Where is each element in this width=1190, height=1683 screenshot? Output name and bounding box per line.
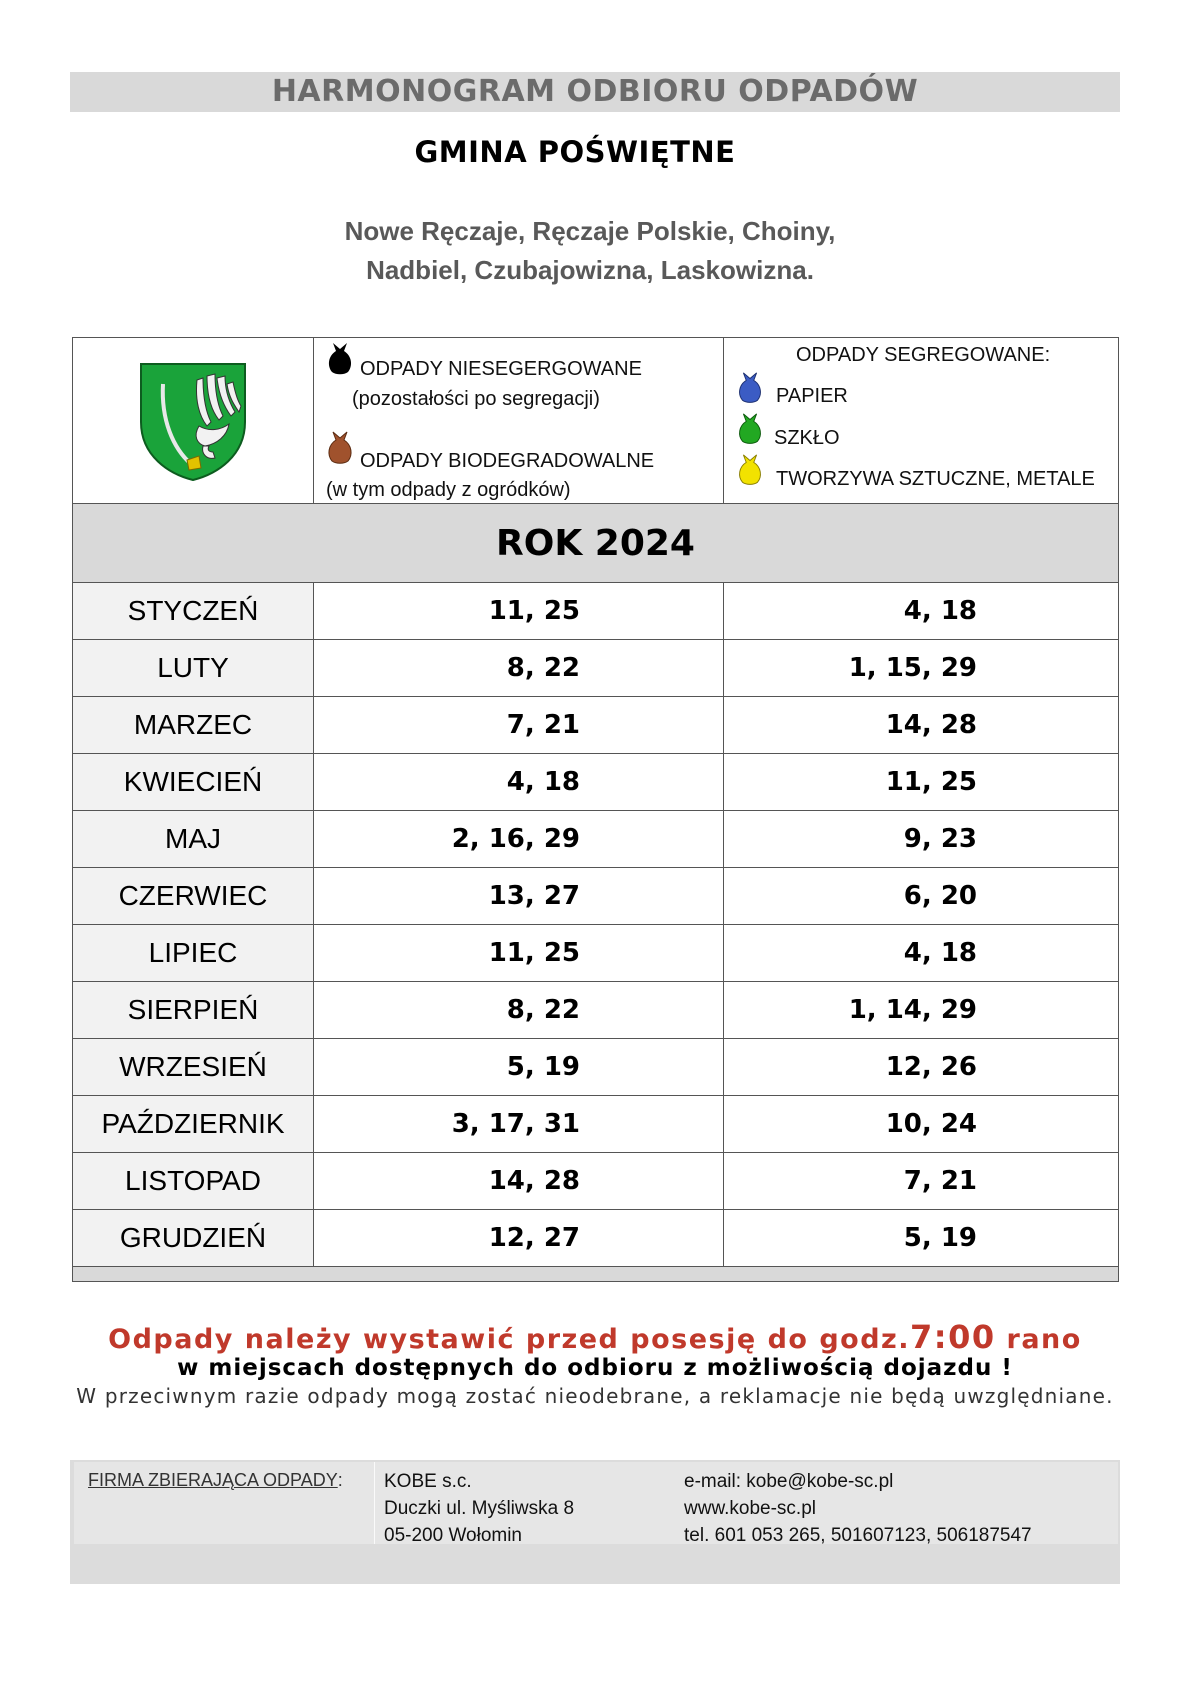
- mixed-bio-dates: 8, 22: [314, 640, 724, 697]
- table-row: [73, 1210, 1119, 1267]
- notice-text-a: Odpady należy wystawić przed posesję do godz.: [108, 1324, 911, 1355]
- segregated-dates: 14, 28: [724, 697, 1119, 754]
- table-row: [73, 697, 1119, 754]
- company-name: KOBE s.c.: [384, 1471, 472, 1492]
- month-name: LUTY: [73, 640, 314, 697]
- mixed-bio-dates: 11, 25: [314, 925, 724, 982]
- month-name: KWIECIEŃ: [73, 754, 314, 811]
- segregated-dates: 10, 24: [724, 1096, 1119, 1153]
- yellow-bag-icon: [736, 452, 764, 486]
- company-contact: [684, 1468, 1032, 1549]
- table-footer-row: [73, 1267, 1119, 1282]
- table-row: [73, 640, 1119, 697]
- months-body: [73, 583, 1119, 1267]
- table-row: [73, 811, 1119, 868]
- places-list: [0, 212, 1180, 290]
- table-row: [73, 868, 1119, 925]
- segregated-dates: 7, 21: [724, 1153, 1119, 1210]
- month-name: LIPIEC: [73, 925, 314, 982]
- gmina-heading: GMINA POŚWIĘTNE: [414, 135, 736, 169]
- legend-mixed-bio: [314, 338, 724, 504]
- mixed-bio-dates: 13, 27: [314, 868, 724, 925]
- table-row: [73, 1096, 1119, 1153]
- year-cell: [73, 504, 1119, 583]
- month-name: MARZEC: [73, 697, 314, 754]
- places-line-2: Nadbiel, Czubajowizna, Laskowizna.: [366, 255, 814, 285]
- notice-time: 7:00: [910, 1318, 996, 1356]
- table-row: [73, 754, 1119, 811]
- notice-text-b: rano: [995, 1324, 1082, 1355]
- company-website[interactable]: www.kobe-sc.pl: [684, 1498, 816, 1519]
- segregated-dates: 6, 20: [724, 868, 1119, 925]
- month-name: LISTOPAD: [73, 1153, 314, 1210]
- legend-row: [73, 338, 1119, 504]
- table-row: [73, 982, 1119, 1039]
- month-name: GRUDZIEŃ: [73, 1210, 314, 1267]
- plastic-metal-label: TWORZYWA SZTUCZNE, METALE: [776, 468, 1095, 490]
- paper-label: PAPIER: [776, 385, 848, 407]
- segregated-dates: 4, 18: [724, 925, 1119, 982]
- brown-bag-icon: [326, 429, 354, 465]
- mixed-bio-dates: 8, 22: [314, 982, 724, 1039]
- segregated-dates: 4, 18: [724, 583, 1119, 640]
- page-title: HARMONOGRAM ODBIORU ODPADÓW: [271, 74, 919, 109]
- company-street: Duczki ul. Myśliwska 8: [384, 1498, 575, 1519]
- mixed-bio-dates: 14, 28: [314, 1153, 724, 1210]
- bio-waste-sub: (w tym odpady z ogródków): [326, 479, 571, 501]
- mixed-bio-dates: 5, 19: [314, 1039, 724, 1096]
- segregated-dates: 5, 19: [724, 1210, 1119, 1267]
- month-name: MAJ: [73, 811, 314, 868]
- table-row: [73, 1039, 1119, 1096]
- green-bag-icon: [736, 411, 764, 445]
- mixed-bio-dates: 11, 25: [314, 583, 724, 640]
- footer-box: [74, 1462, 1118, 1544]
- blue-bag-icon: [736, 370, 764, 404]
- segregated-dates: 12, 26: [724, 1039, 1119, 1096]
- mixed-bio-dates: 3, 17, 31: [314, 1096, 724, 1153]
- segregated-dates: 1, 14, 29: [724, 982, 1119, 1039]
- year-label: ROK 2024: [496, 522, 695, 564]
- month-name: CZERWIEC: [73, 868, 314, 925]
- mixed-waste-label: ODPADY NIESEGERGOWANE: [360, 358, 642, 380]
- glass-label: SZKŁO: [774, 427, 840, 449]
- company-phone: tel. 601 053 265, 501607123, 506187547: [684, 1525, 1032, 1546]
- mixed-bio-dates: 4, 18: [314, 754, 724, 811]
- mixed-waste-sub: (pozostałości po segregacji): [352, 388, 600, 410]
- notice-line-1: [0, 1318, 1190, 1356]
- black-bag-icon: [326, 340, 354, 376]
- table-row: [73, 925, 1119, 982]
- notice-line-2: w miejscach dostępnych do odbioru z możliwością dojazdu !: [177, 1355, 1013, 1381]
- bio-waste-label: ODPADY BIODEGRADOWALNE: [360, 450, 655, 472]
- company-email[interactable]: e-mail: kobe@kobe-sc.pl: [684, 1471, 894, 1492]
- legend-segregated: [724, 338, 1119, 504]
- schedule-table: [72, 337, 1119, 1282]
- segregated-dates: 1, 15, 29: [724, 640, 1119, 697]
- month-name: PAŹDZIERNIK: [73, 1096, 314, 1153]
- month-name: WRZESIEŃ: [73, 1039, 314, 1096]
- coat-of-arms-icon: [137, 360, 249, 482]
- company-footer: [70, 1460, 1120, 1584]
- places-line-1: Nowe Ręczaje, Ręczaje Polskie, Choiny,: [344, 216, 836, 246]
- logo-cell: [73, 338, 314, 504]
- mixed-bio-dates: 12, 27: [314, 1210, 724, 1267]
- month-name: STYCZEŃ: [73, 583, 314, 640]
- table-row: [73, 583, 1119, 640]
- segregated-title: ODPADY SEGREGOWANE:: [796, 344, 1051, 366]
- company-city: 05-200 Wołomin: [384, 1525, 523, 1546]
- month-name: SIERPIEŃ: [73, 982, 314, 1039]
- title-bar: [70, 72, 1120, 112]
- segregated-dates: 11, 25: [724, 754, 1119, 811]
- collector-label: FIRMA ZBIERAJĄCA ODPADY:: [88, 1470, 343, 1490]
- table-row: [73, 1153, 1119, 1210]
- segregated-dates: 9, 23: [724, 811, 1119, 868]
- notice-line-3: W przeciwnym razie odpady mogą zostać nieodebrane, a reklamacje nie będą uwzględniane.: [76, 1384, 1114, 1408]
- mixed-bio-dates: 7, 21: [314, 697, 724, 754]
- mixed-bio-dates: 2, 16, 29: [314, 811, 724, 868]
- year-row: [73, 504, 1119, 583]
- company-address: [384, 1468, 574, 1549]
